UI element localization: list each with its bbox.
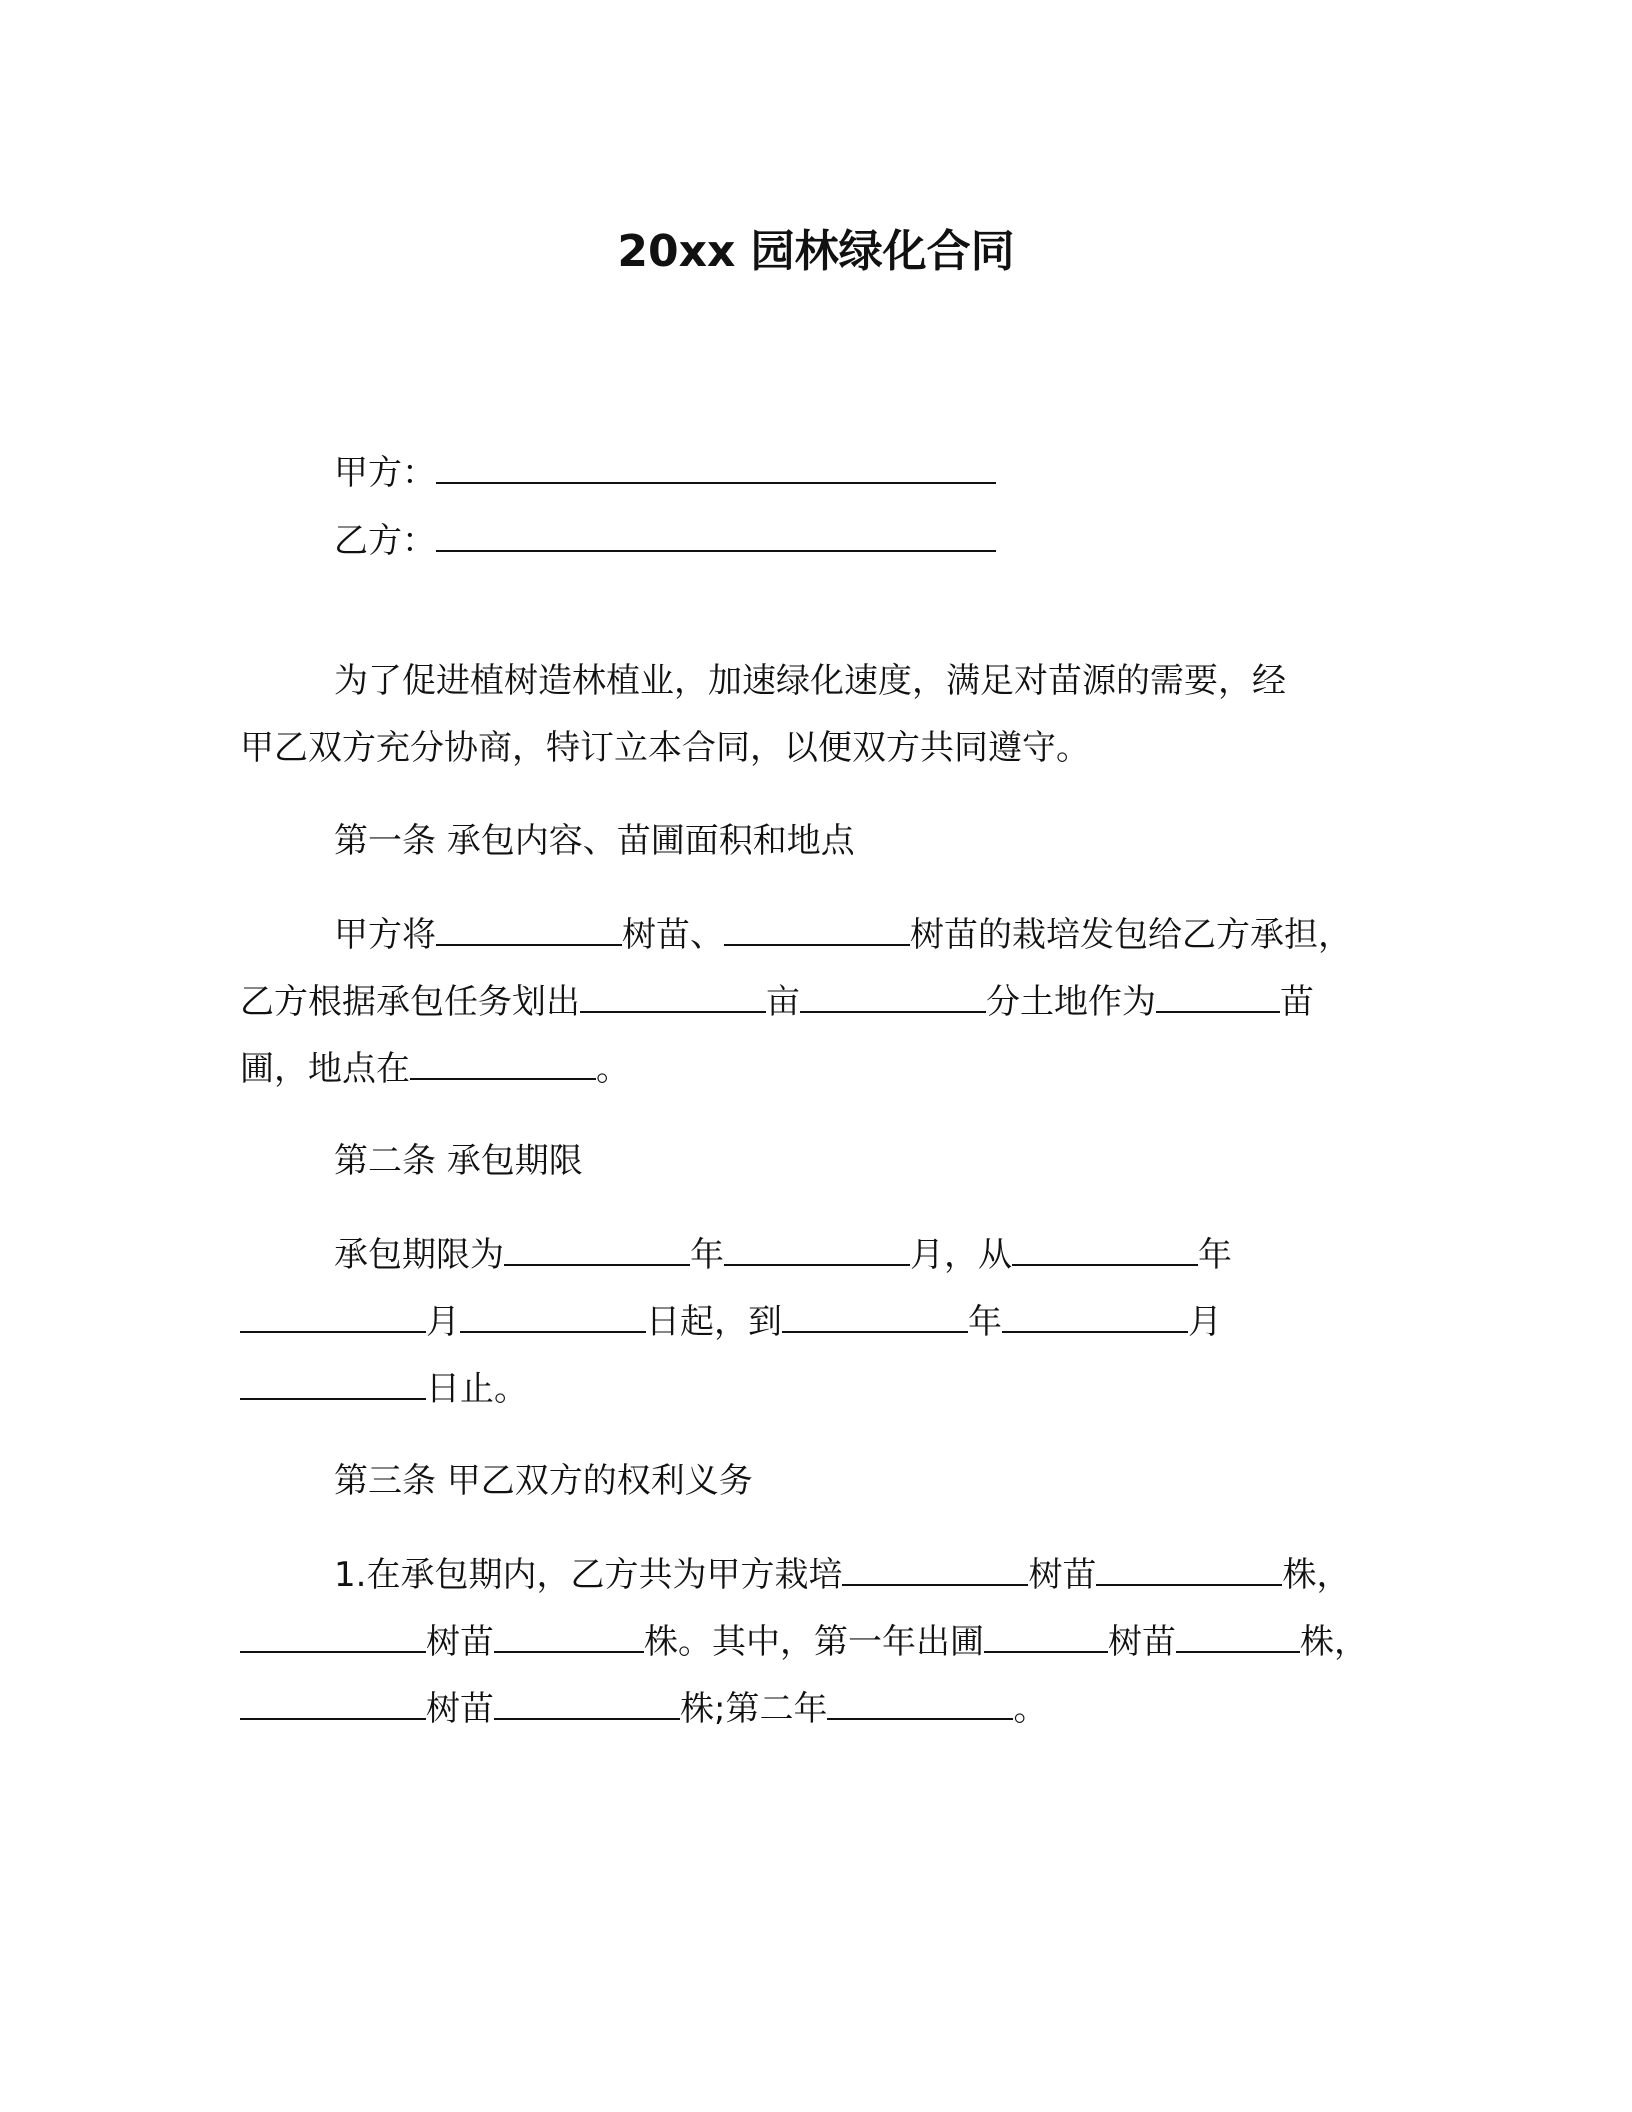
blank-field (782, 1301, 968, 1333)
text-segment: 甲方将 (334, 915, 436, 955)
text-segment: 日起，到 (646, 1302, 782, 1342)
article-3-item-1-line-3 (240, 1676, 1410, 1743)
article-3-item-1 (240, 1542, 1410, 1743)
blank-field (494, 1621, 644, 1653)
party-b-blank (436, 520, 996, 552)
blank-field (724, 1234, 910, 1266)
text-segment: 树苗 (426, 1689, 494, 1729)
text-segment: 年 (968, 1302, 1002, 1342)
blank-field (827, 1688, 1013, 1720)
text-segment: 树苗 (426, 1622, 494, 1662)
intro-line-2: 甲乙双方充分协商，特订立本合同，以便双方共同遵守。 (240, 728, 1090, 768)
party-a-line (240, 440, 996, 507)
blank-field (504, 1234, 690, 1266)
party-a-label: 甲方： (334, 453, 436, 493)
blank-field (410, 1048, 596, 1080)
article-1-line-3 (240, 1036, 1410, 1103)
text-segment: 株;第二年 (680, 1689, 828, 1729)
text-segment: 亩 (766, 982, 800, 1022)
text-segment: 分土地作为 (986, 982, 1156, 1022)
text-segment: 株， (1300, 1622, 1368, 1662)
blank-field (1002, 1301, 1188, 1333)
party-b-label: 乙方： (334, 521, 436, 561)
document-title: 20xx 园林绿化合同 (617, 226, 1015, 277)
blank-field (240, 1301, 426, 1333)
blank-field (460, 1301, 646, 1333)
intro-line-1: 为了促进植树造林植业，加速绿化速度，满足对苗源的需要，经 (334, 661, 1286, 701)
text-segment: 承包期限为 (334, 1235, 504, 1275)
article-2-line-1 (240, 1222, 1410, 1289)
blank-field (240, 1688, 426, 1720)
blank-field (842, 1554, 1028, 1586)
intro-paragraph (240, 648, 1410, 782)
article-1-heading: 第一条 承包内容、苗圃面积和地点 (334, 821, 855, 861)
article-3-item-1-line-1 (240, 1542, 1410, 1609)
blank-field (436, 914, 622, 946)
text-segment: 月，从 (910, 1235, 1012, 1275)
text-segment: 乙方根据承包任务划出 (240, 982, 580, 1022)
text-segment: 月 (426, 1302, 460, 1342)
text-segment: 树苗的栽培发包给乙方承担， (910, 915, 1352, 955)
text-segment: 年 (690, 1235, 724, 1275)
blank-field (240, 1621, 426, 1653)
article-2-body (240, 1222, 1410, 1423)
text-segment: 株。其中，第一年出圃 (644, 1622, 984, 1662)
article-1-line-2 (240, 969, 1410, 1036)
text-segment: 树苗、 (622, 915, 724, 955)
text-segment: 株， (1282, 1555, 1351, 1595)
article-2-line-3 (240, 1356, 1410, 1423)
party-a-blank (436, 452, 996, 484)
blank-field (240, 1368, 426, 1400)
blank-field (724, 914, 910, 946)
article-2-heading: 第二条 承包期限 (334, 1141, 583, 1181)
text-segment: 。 (1013, 1689, 1048, 1729)
text-segment: 月 (1188, 1302, 1222, 1342)
text-segment: 苗 (1280, 982, 1314, 1022)
blank-field (800, 981, 986, 1013)
text-segment: 年 (1198, 1235, 1232, 1275)
blank-field (494, 1688, 680, 1720)
article-1-body (240, 902, 1410, 1103)
article-2-line-2 (240, 1289, 1410, 1356)
blank-field (1176, 1621, 1300, 1653)
blank-field (984, 1621, 1108, 1653)
blank-field (1156, 981, 1280, 1013)
party-b-line (240, 508, 996, 575)
text-segment: 树苗 (1108, 1622, 1176, 1662)
text-segment: 。 (596, 1049, 630, 1089)
article-1-line-1 (240, 902, 1410, 969)
blank-field (580, 981, 766, 1013)
article-3-item-1-line-2 (240, 1609, 1410, 1676)
blank-field (1012, 1234, 1198, 1266)
text-segment: 树苗 (1028, 1555, 1097, 1595)
text-segment: 1.在承包期内，乙方共为甲方栽培 (334, 1555, 843, 1595)
text-segment: 圃，地点在 (240, 1049, 410, 1089)
text-segment: 日止。 (426, 1369, 528, 1409)
blank-field (1096, 1554, 1282, 1586)
article-3-heading: 第三条 甲乙双方的权利义务 (334, 1461, 753, 1501)
